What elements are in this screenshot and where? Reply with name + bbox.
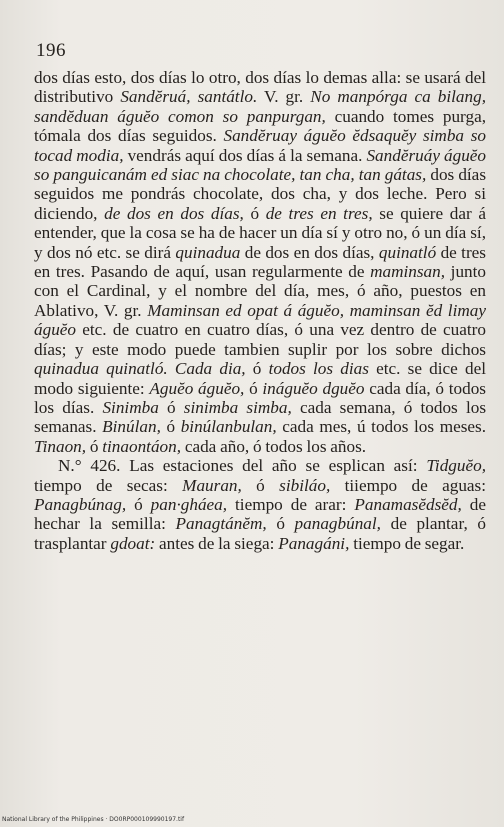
- text-run: ó: [126, 494, 151, 514]
- text-run: junto con el Cardinal, y el nombre del día, mes, ó año, puestos en Ablativo, V. gr.: [34, 262, 486, 320]
- text-run: etc. de cuatro en cuatro días, ó una vez dentro de cuatro días; y este modo puede tambien suplir por los sobre dichos: [34, 320, 486, 359]
- pangasinan-term: binúlanbulan,: [180, 417, 277, 437]
- text-run: ó: [241, 475, 280, 495]
- pangasinan-term: Tinaon,: [34, 436, 87, 456]
- pangasinan-term: Tidguĕo,: [426, 456, 486, 476]
- text-run: tiempo de arar:: [227, 494, 355, 514]
- text-run: tiempo de secas:: [34, 475, 183, 495]
- pangasinan-term: Panamasĕdsĕd,: [354, 494, 462, 514]
- text-run: tiempo de segar.: [349, 533, 465, 553]
- text-run: ó: [160, 417, 181, 437]
- pangasinan-term: maminsan,: [370, 262, 446, 282]
- text-run: cada mes, ú todos los meses.: [276, 417, 486, 437]
- text-run: tiiempo de aguas:: [330, 475, 487, 495]
- paragraph-1: [34, 68, 486, 456]
- text-run: ó: [86, 436, 103, 456]
- pangasinan-term: Sandĕruáy águĕo so panguicanám ed siac na chocolate, tan cha, tan gátas,: [34, 145, 487, 185]
- text-run: etc. se dice del modo siguiente:: [34, 359, 486, 398]
- pangasinan-term: todos los dias: [268, 359, 369, 379]
- text-run: ó: [245, 359, 269, 379]
- text-run: se quiere dar á entender, que la cosa se ha de hacer un día sí y otro no, ó un día sí, y dos nó etc. se dirá: [34, 203, 487, 262]
- text-run: dos días seguidos me pondrás chocolate, dos cha, y dos leche. Pero si diciendo,: [34, 165, 487, 223]
- text-run: antes de la siega:: [155, 533, 279, 553]
- pangasinan-term: tinaontáon,: [102, 436, 182, 456]
- pangasinan-term: sinimba simba,: [183, 397, 292, 417]
- pangasinan-term: pan·gháea,: [150, 494, 228, 514]
- text-run: ó: [243, 203, 266, 223]
- text-run: ó: [266, 514, 295, 534]
- pangasinan-term: sibiláo,: [279, 475, 331, 495]
- pangasinan-term: No manpórga ca bilang, sandĕduan águĕo comon so panpurgan,: [34, 87, 486, 126]
- paragraph-2: [34, 456, 486, 553]
- text-run: V. gr.: [257, 87, 311, 107]
- pangasinan-term: Panagtánĕm,: [175, 514, 267, 534]
- pangasinan-term: Maminsan ed opat á águĕo, maminsan ĕd limay águĕo: [34, 300, 486, 340]
- text-run: dos días esto, dos días lo otro, dos días lo demas alla: se usará del distributivo: [34, 68, 486, 107]
- pangasinan-term: panagbúnal,: [294, 514, 381, 534]
- page-number: 196: [36, 40, 66, 61]
- pangasinan-term: Sandĕruay águĕo ĕdsaquĕy simba so tocad modia,: [34, 126, 486, 165]
- text-run: ó: [244, 378, 263, 398]
- pangasinan-term: Aguĕo águĕo,: [149, 378, 245, 398]
- pangasinan-term: Mauran,: [182, 475, 242, 495]
- body-text: [34, 68, 486, 553]
- pangasinan-term: quinatló: [378, 242, 437, 262]
- pangasinan-term: Panagáni,: [278, 533, 350, 553]
- text-run: de plantar, ó trasplantar: [34, 514, 486, 553]
- pangasinan-term: gdoat:: [110, 533, 156, 553]
- pangasinan-term: de tres en tres,: [265, 203, 373, 223]
- text-run: ó: [158, 397, 184, 417]
- text-run: cada día, ó todos los días.: [34, 378, 486, 417]
- text-run: de tres en tres. Pasando de aquí, usan regularmente de: [34, 242, 486, 282]
- pangasinan-term: quinadua quinatló. Cada dia,: [34, 359, 246, 379]
- text-run: cuando tomes purga, tómala dos días seguidos.: [34, 106, 486, 146]
- pangasinan-term: de dos en dos días,: [104, 203, 244, 223]
- pangasinan-term: Sandĕruá, santátlo.: [120, 87, 258, 107]
- pangasinan-term: Binúlan,: [102, 417, 161, 437]
- pangasinan-term: ináguĕo dguĕo: [262, 378, 365, 398]
- pangasinan-term: Sinimba: [102, 397, 159, 417]
- text-run: de dos en dos días,: [240, 242, 379, 262]
- text-run: de hechar la semilla:: [34, 494, 486, 534]
- pangasinan-term: quinadua: [175, 242, 241, 262]
- text-run: vendrás aquí dos días á la semana.: [123, 145, 367, 165]
- text-run: cada semana, ó todos los semanas.: [34, 397, 487, 437]
- text-run: N.° 426. Las estaciones del año se esplican así:: [58, 456, 427, 476]
- scan-footer: National Library of the Philippines · DO0RP000109990197.tif: [2, 816, 185, 823]
- pangasinan-term: Panagbúnag,: [34, 494, 127, 514]
- text-run: cada año, ó todos los años.: [181, 436, 367, 456]
